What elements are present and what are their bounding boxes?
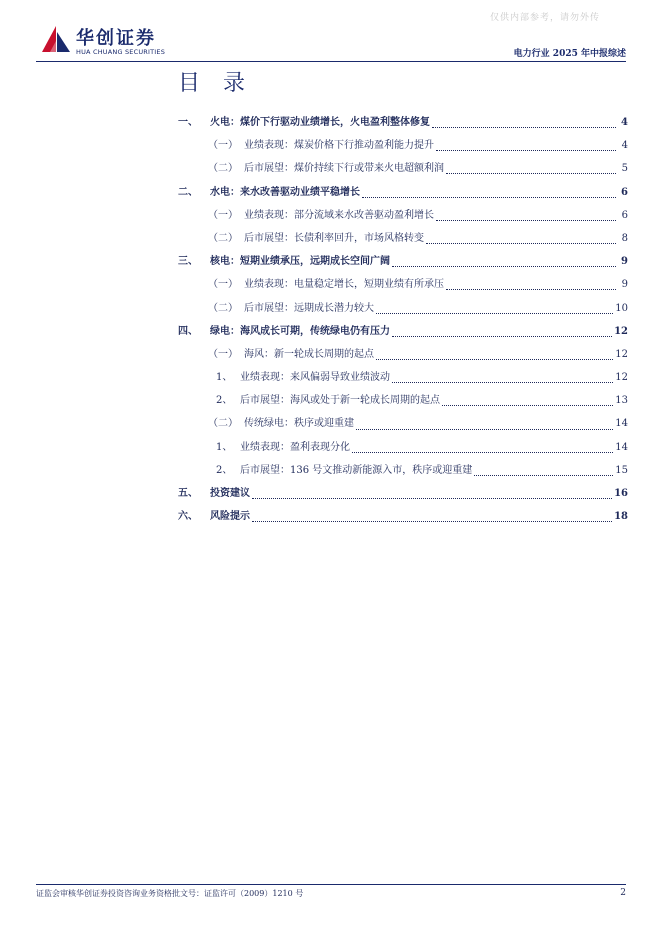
toc-entry-page: 18	[614, 511, 628, 523]
company-logo	[40, 24, 170, 58]
toc-entry-label: 业绩表现：部分流域来水改善驱动盈利增长	[244, 209, 434, 221]
toc-leader	[442, 405, 613, 406]
toc-entry-label: 传统绿电：秩序或迎重建	[244, 418, 354, 430]
logo-text-cn: 华创证券	[76, 28, 156, 49]
toc-entry-number: （一）	[208, 209, 238, 221]
toc-entry-number: （一）	[208, 140, 238, 152]
toc-entry-number: （二）	[208, 302, 238, 314]
toc-entry-number: （一）	[208, 279, 238, 291]
toc-entry-number: 四、	[178, 325, 198, 337]
toc-leader	[436, 220, 616, 221]
toc-leader	[252, 521, 612, 522]
toc-entry[interactable]	[178, 159, 628, 182]
toc-entry-page: 16	[614, 488, 628, 499]
toc-entry-page: 13	[615, 395, 628, 407]
toc-entry-page: 4	[621, 140, 628, 152]
toc-entry-number: 三、	[178, 256, 198, 268]
toc-leader	[356, 429, 613, 430]
toc-leader	[446, 289, 616, 290]
toc-leader	[474, 475, 613, 476]
toc-entry-page: 9	[621, 279, 628, 291]
toc-entry-number: 1、	[216, 372, 233, 384]
toc-entry[interactable]	[178, 345, 628, 368]
toc-entry[interactable]	[178, 368, 628, 391]
toc-entry-page: 14	[615, 418, 628, 430]
toc-entry-page: 8	[621, 232, 628, 244]
toc-entry-label: 核电：短期业绩承压，远期成长空间广阔	[210, 256, 390, 268]
toc-entry[interactable]	[178, 414, 628, 437]
toc-leader	[252, 498, 612, 499]
toc-entry-label: 风险提示	[210, 511, 250, 523]
toc-entry[interactable]	[178, 275, 628, 298]
toc-entry-label: 后市展望：远期成长潜力较大	[244, 302, 374, 314]
toc-leader	[446, 173, 616, 174]
toc-leader	[436, 150, 616, 151]
toc-entry[interactable]	[178, 438, 628, 461]
logo-mark-icon	[40, 24, 72, 54]
toc-leader	[376, 359, 613, 360]
toc-entry-number: （二）	[208, 163, 238, 175]
toc-entry-number: 六、	[178, 511, 198, 523]
toc-entry-number: 2、	[216, 464, 233, 476]
toc-entry-page: 15	[615, 464, 628, 476]
toc-entry-page: 6	[621, 209, 628, 221]
toc-entry[interactable]	[178, 252, 628, 275]
header-divider	[36, 61, 626, 62]
toc-entry-number: （一）	[208, 348, 238, 360]
toc-leader	[392, 336, 612, 337]
toc-entry[interactable]	[178, 113, 628, 136]
footer-divider	[36, 884, 626, 885]
page-number: 2	[620, 888, 626, 898]
report-type: 电力行业 2025 年中报综述	[513, 49, 626, 59]
toc-entry-label: 后市展望：136 号文推动新能源入市，秩序或迎重建	[240, 464, 473, 476]
toc-entry-label: 业绩表现：盈利表现分化	[240, 441, 350, 453]
toc-leader	[362, 197, 616, 198]
toc-entry-page: 4	[621, 117, 628, 128]
toc-entry[interactable]	[178, 391, 628, 414]
watermark: 仅供内部参考，请勿外传	[490, 13, 601, 23]
toc-entry-label: 投资建议	[210, 488, 250, 499]
toc-entry-page: 12	[615, 372, 628, 384]
toc-entry-page: 6	[621, 186, 628, 198]
toc-entry-label: 业绩表现：来风偏弱导致业绩波动	[240, 372, 390, 384]
toc-leader	[352, 452, 613, 453]
toc-leader	[392, 266, 616, 267]
toc-entry-number: 2、	[216, 395, 233, 407]
toc-entry-number: 二、	[178, 186, 198, 198]
toc-leader	[376, 313, 613, 314]
toc-entry[interactable]	[178, 229, 628, 252]
toc-entry-label: 后市展望：海风或处于新一轮成长周期的起点	[240, 395, 440, 407]
toc-entry-label: 业绩表现：电量稳定增长，短期业绩有所承压	[244, 279, 444, 291]
toc-entry-page: 5	[621, 163, 628, 175]
footer-license: 证监会审核华创证券投资咨询业务资格批文号：证监许可（2009）1210 号	[36, 889, 304, 898]
toc-entry[interactable]	[178, 206, 628, 229]
toc-entry-label: 后市展望：长债利率回升，市场风格转变	[244, 232, 424, 244]
toc-leader	[432, 127, 616, 128]
logo-text-en: HUA CHUANG SECURITIES	[76, 48, 166, 56]
toc-entry-page: 10	[615, 302, 628, 314]
toc-entry-number: 一、	[178, 117, 198, 128]
toc-entry-page: 12	[614, 325, 628, 337]
toc-leader	[392, 382, 613, 383]
toc-entry-number: （二）	[208, 232, 238, 244]
toc-entry-label: 绿电：海风成长可期，传统绿电仍有压力	[210, 325, 390, 337]
toc-entry-number: （二）	[208, 418, 238, 430]
toc-entry[interactable]	[178, 507, 628, 530]
toc-entry-label: 后市展望：煤价持续下行或带来火电超额利润	[244, 163, 444, 175]
toc-entry[interactable]	[178, 484, 628, 507]
toc-entry[interactable]	[178, 183, 628, 206]
toc-entry-page: 14	[615, 441, 628, 453]
toc-entry-number: 1、	[216, 441, 233, 453]
toc-title: 目 录	[178, 71, 253, 96]
toc-entry-label: 业绩表现：煤炭价格下行推动盈利能力提升	[244, 140, 434, 152]
toc-entry-label: 火电：煤价下行驱动业绩增长，火电盈利整体修复	[210, 117, 430, 128]
toc-entry-page: 9	[621, 256, 628, 268]
toc-entry-page: 12	[615, 348, 628, 360]
toc-entry[interactable]	[178, 136, 628, 159]
toc-leader	[426, 243, 616, 244]
toc-entry[interactable]	[178, 322, 628, 345]
toc-entry-label: 水电：来水改善驱动业绩平稳增长	[210, 186, 360, 198]
toc-entry[interactable]	[178, 461, 628, 484]
toc-entry-number: 五、	[178, 488, 198, 499]
table-of-contents	[178, 113, 628, 530]
toc-entry-label: 海风：新一轮成长周期的起点	[244, 348, 374, 360]
toc-entry[interactable]	[178, 299, 628, 322]
